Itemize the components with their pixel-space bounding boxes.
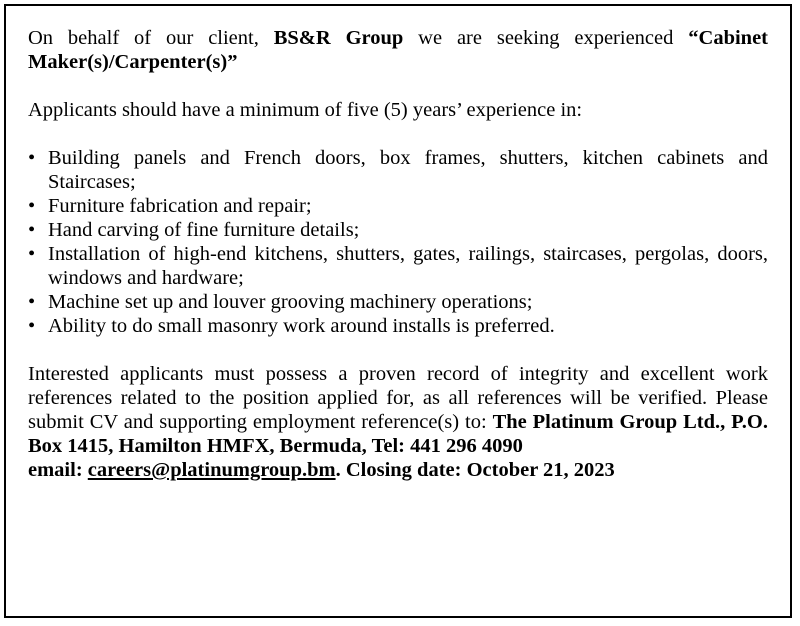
list-item bbox=[28, 290, 768, 314]
bullet-icon: • bbox=[28, 315, 36, 337]
intro-prefix: On behalf of our client, bbox=[28, 27, 274, 49]
requirements-list bbox=[28, 146, 768, 338]
list-item bbox=[28, 242, 768, 290]
bullet-icon: • bbox=[28, 147, 36, 169]
list-item-text: Installation of high-end kitchens, shutters, gates, railings, staircases, pergolas, doors, windows and hardware; bbox=[48, 243, 768, 289]
intro-paragraph bbox=[28, 26, 768, 74]
contact-address: The Platinum Group Ltd., P.O. Box 1415, Hamilton HMFX, Bermuda, Tel: 441 296 4090 bbox=[28, 411, 768, 457]
closing-date: . Closing date: October 21, 2023 bbox=[335, 459, 615, 481]
list-item-text: Furniture fabrication and repair; bbox=[48, 195, 312, 217]
intro-middle: we are seeking experienced bbox=[403, 27, 689, 49]
bullet-icon: • bbox=[28, 243, 36, 265]
bullet-icon: • bbox=[28, 291, 36, 313]
position-title: “Cabinet Maker(s)/Carpenter(s)” bbox=[28, 27, 768, 73]
closing-body: Interested applicants must possess a proven record of integrity and excellent work references related to the position applied for, as all references will be verified. Please submit CV and supporting employment reference(s) to: bbox=[28, 363, 768, 433]
bullet-icon: • bbox=[28, 219, 36, 241]
list-item bbox=[28, 146, 768, 194]
bullet-icon: • bbox=[28, 195, 36, 217]
closing-paragraph bbox=[28, 362, 768, 458]
list-item bbox=[28, 314, 768, 338]
job-advertisement bbox=[4, 4, 792, 618]
list-item-text: Machine set up and louver grooving machinery operations; bbox=[48, 291, 533, 313]
email-link[interactable]: careers@platinumgroup.bm bbox=[87, 459, 336, 481]
email-label: email: bbox=[28, 459, 88, 481]
list-item-text: Hand carving of fine furniture details; bbox=[48, 219, 360, 241]
client-name: BS&R Group bbox=[273, 27, 404, 49]
list-item bbox=[28, 194, 768, 218]
list-item-text: Building panels and French doors, box frames, shutters, kitchen cabinets and Staircases; bbox=[48, 147, 768, 193]
list-item bbox=[28, 218, 768, 242]
requirements-intro: Applicants should have a minimum of five (5) years’ experience in: bbox=[28, 99, 583, 121]
email-line bbox=[28, 458, 768, 482]
list-item-text: Ability to do small masonry work around installs is preferred. bbox=[48, 315, 555, 337]
